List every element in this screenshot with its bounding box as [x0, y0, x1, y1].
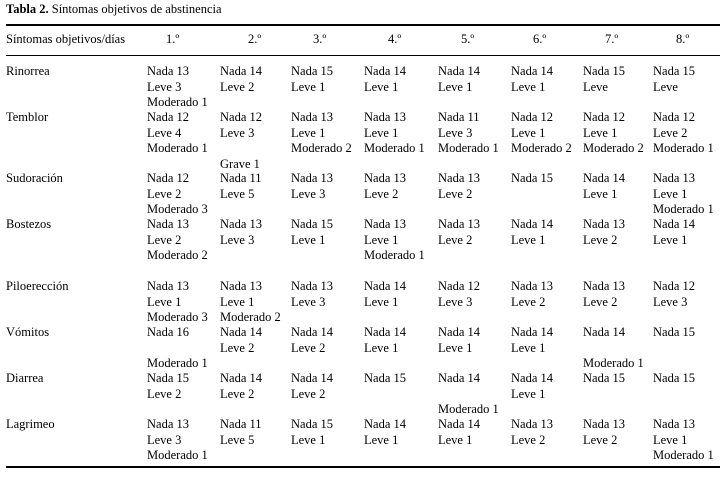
table-cell	[364, 371, 406, 387]
cell-line: Leve 1	[291, 125, 326, 140]
cell-line: Leve 3	[220, 232, 255, 247]
table-cell	[583, 217, 625, 248]
table-cell	[511, 417, 553, 448]
cell-line: Leve 1	[583, 125, 618, 140]
cell-line: Nada 14	[364, 417, 406, 431]
row-label: Diarrea	[6, 371, 44, 385]
cell-line: Leve 2	[364, 186, 399, 201]
table-cell	[220, 371, 262, 402]
cell-line: Nada 14	[653, 217, 695, 231]
cell-line: Nada 14	[220, 325, 262, 339]
cell-line: Leve 2	[583, 432, 618, 447]
cell-line: Nada 13	[511, 279, 553, 293]
row-label: Lagrimeo	[6, 417, 55, 431]
cell-line: Moderado 2	[511, 141, 572, 155]
cell-line: Moderado 1	[147, 141, 208, 155]
cell-line: Moderado 1	[653, 202, 714, 216]
cell-line: Nada 14	[511, 371, 553, 385]
cell-line: Leve 2	[583, 232, 618, 247]
cell-line: Nada 14	[511, 325, 553, 339]
cell-line	[583, 341, 644, 357]
cell-line: Moderado 1	[653, 141, 714, 155]
day-header-2: 2.º	[248, 32, 262, 46]
table-cell	[220, 217, 262, 248]
table-cell	[583, 371, 625, 387]
table-cell	[220, 279, 281, 326]
stub-header: Síntomas objetivos/días	[6, 32, 126, 46]
cell-line: Nada 14	[438, 371, 480, 385]
table-cell	[220, 325, 262, 356]
cell-line: Nada 13	[364, 171, 406, 185]
table-cell	[220, 417, 262, 448]
cell-line: Nada 12	[653, 279, 695, 293]
cell-line: Nada 15	[583, 371, 625, 385]
cell-line: Nada 13	[364, 110, 406, 124]
cell-line: Leve 1	[511, 232, 546, 247]
table-cell	[147, 279, 208, 326]
table-cell	[364, 171, 406, 202]
cell-line: Nada 12	[583, 110, 625, 124]
table-cell	[220, 110, 262, 172]
cell-line: Nada 14	[583, 171, 625, 185]
cell-line: Moderado 2	[220, 310, 281, 324]
cell-line: Nada 13	[364, 217, 406, 231]
cell-line: Nada 15	[511, 171, 553, 185]
table-cell	[291, 279, 333, 310]
cell-line: Leve 2	[291, 386, 326, 401]
cell-line: Leve 1	[511, 79, 546, 94]
cell-line: Nada 14	[438, 64, 480, 78]
table-cell	[583, 171, 625, 202]
table-cell	[364, 217, 425, 264]
cell-line: Nada 15	[653, 64, 695, 78]
row-label: Piloerección	[6, 279, 69, 293]
cell-line: Leve 3	[220, 125, 255, 140]
cell-line: Leve 3	[438, 294, 473, 309]
cell-line: Leve 1	[511, 340, 546, 355]
cell-line: Nada 14	[364, 64, 406, 78]
cell-line: Nada 14	[438, 417, 480, 431]
cell-line: Leve 2	[511, 294, 546, 309]
table-cell	[147, 217, 208, 264]
cell-line: Nada 13	[653, 171, 695, 185]
table-cell	[511, 371, 553, 402]
cell-line: Nada 13	[147, 279, 189, 293]
row-label: Rinorrea	[6, 64, 50, 78]
cell-line: Nada 14	[511, 217, 553, 231]
cell-line: Leve 1	[438, 340, 473, 355]
cell-line: Leve	[653, 79, 678, 94]
table-cell	[291, 217, 333, 248]
table-cell	[583, 325, 644, 372]
cell-line: Leve 2	[220, 79, 255, 94]
table-cell	[147, 171, 208, 218]
top-rule	[6, 24, 720, 26]
cell-line: Leve 1	[220, 294, 255, 309]
cell-line: Leve 3	[653, 294, 688, 309]
cell-line: Leve 1	[364, 294, 399, 309]
cell-line: Nada 13	[653, 417, 695, 431]
cell-line: Nada 15	[364, 371, 406, 385]
cell-line: Nada 13	[438, 171, 480, 185]
cell-line: Leve 1	[653, 186, 688, 201]
table-cell	[583, 64, 625, 95]
cell-line: Leve 5	[220, 186, 255, 201]
table-cell	[583, 110, 644, 157]
table-cell	[364, 417, 406, 448]
table-cell	[511, 325, 553, 356]
cell-line: Leve 2	[147, 386, 182, 401]
table-cell	[653, 279, 695, 310]
table-cell	[147, 64, 208, 111]
cell-line: Nada 13	[220, 217, 262, 231]
cell-line: Moderado 3	[147, 202, 208, 216]
cell-line: Nada 14	[364, 279, 406, 293]
cell-line: Leve	[583, 79, 608, 94]
cell-line: Leve 2	[583, 294, 618, 309]
cell-line: Nada 15	[147, 371, 189, 385]
cell-line: Nada 12	[653, 110, 695, 124]
cell-line: Nada 13	[147, 217, 189, 231]
cell-line: Leve 2	[291, 340, 326, 355]
cell-line: Moderado 1	[438, 402, 499, 416]
table-cell	[653, 64, 695, 95]
cell-line: Leve 3	[147, 432, 182, 447]
cell-line: Moderado 1	[147, 95, 208, 109]
cell-line: Leve 1	[511, 386, 546, 401]
cell-line: Moderado 2	[147, 248, 208, 262]
cell-line: Moderado 1	[147, 356, 208, 370]
table-cell	[438, 279, 480, 310]
day-header-1: 1.º	[166, 32, 180, 46]
cell-line: Nada 13	[583, 217, 625, 231]
table-cell	[364, 110, 425, 157]
cell-line	[438, 387, 499, 403]
day-header-8: 8.º	[676, 32, 690, 46]
cell-line: Leve 4	[147, 125, 182, 140]
cell-line: Leve 2	[653, 125, 688, 140]
cell-line: Leve 2	[220, 386, 255, 401]
cell-line: Nada 13	[291, 110, 333, 124]
table-cell	[511, 110, 572, 157]
table-caption-label: Tabla 2.	[6, 2, 49, 16]
day-header-4: 4.º	[388, 32, 402, 46]
cell-line: Moderado 3	[147, 310, 208, 324]
cell-line	[220, 141, 262, 157]
table-cell	[147, 371, 189, 402]
cell-line: Leve 2	[147, 186, 182, 201]
table-cell	[653, 110, 714, 157]
cell-line: Leve 1	[291, 432, 326, 447]
table-cell	[653, 217, 695, 248]
table-cell	[511, 171, 553, 187]
day-header-6: 6.º	[533, 32, 547, 46]
cell-line: Nada 14	[583, 325, 625, 339]
cell-line: Nada 12	[147, 110, 189, 124]
cell-line: Nada 13	[511, 417, 553, 431]
cell-line: Nada 14	[511, 64, 553, 78]
cell-line: Leve 1	[364, 79, 399, 94]
cell-line: Nada 13	[220, 279, 262, 293]
cell-line: Nada 12	[220, 110, 262, 124]
cell-line: Moderado 1	[653, 448, 714, 462]
cell-line: Leve 1	[653, 232, 688, 247]
row-label: Sudoración	[6, 171, 63, 185]
cell-line: Nada 13	[147, 417, 189, 431]
table-cell	[291, 64, 333, 95]
table-cell	[147, 110, 208, 157]
cell-line: Moderado 1	[364, 141, 425, 155]
cell-line: Leve 2	[438, 232, 473, 247]
cell-line: Nada 14	[364, 325, 406, 339]
table-cell	[364, 279, 406, 310]
cell-line: Leve 3	[291, 294, 326, 309]
cell-line: Leve 1	[653, 432, 688, 447]
cell-line: Nada 13	[583, 417, 625, 431]
table-cell	[583, 279, 625, 310]
table-cell	[511, 217, 553, 248]
bottom-rule	[6, 466, 720, 468]
table-cell	[220, 64, 262, 95]
cell-line: Nada 14	[291, 371, 333, 385]
cell-line: Nada 14	[438, 325, 480, 339]
cell-line: Nada 15	[291, 64, 333, 78]
table-cell	[438, 217, 480, 248]
cell-line: Nada 15	[653, 371, 695, 385]
table-cell	[653, 325, 695, 341]
cell-line: Nada 14	[220, 64, 262, 78]
cell-line: Moderado 1	[364, 248, 425, 262]
cell-line: Leve 1	[511, 125, 546, 140]
table-cell	[220, 171, 262, 202]
cell-line: Nada 15	[291, 217, 333, 231]
table-cell	[147, 417, 208, 464]
cell-line: Nada 13	[147, 64, 189, 78]
cell-line: Nada 15	[653, 325, 695, 339]
cell-line: Nada 15	[583, 64, 625, 78]
cell-line: Moderado 1	[147, 448, 208, 462]
cell-line: Nada 14	[291, 325, 333, 339]
cell-line: Nada 13	[583, 279, 625, 293]
cell-line: Leve 1	[291, 232, 326, 247]
cell-line: Nada 11	[438, 110, 480, 124]
day-header-7: 7.º	[605, 32, 619, 46]
table-cell	[653, 171, 714, 218]
cell-line: Leve 3	[291, 186, 326, 201]
table-cell	[438, 371, 499, 418]
table-cell	[438, 64, 480, 95]
cell-line: Nada 13	[291, 171, 333, 185]
cell-line: Nada 13	[291, 279, 333, 293]
cell-line: Leve 2	[147, 232, 182, 247]
cell-line: Moderado 1	[438, 141, 499, 155]
table-cell	[291, 110, 352, 157]
table-caption-text: Síntomas objetivos de abstinencia	[48, 2, 222, 16]
cell-line: Nada 12	[511, 110, 553, 124]
table-cell	[653, 417, 714, 464]
cell-line: Nada 16	[147, 325, 189, 339]
cell-line: Leve 1	[364, 432, 399, 447]
table-caption	[6, 2, 222, 18]
day-header-5: 5.º	[461, 32, 475, 46]
cell-line: Leve 1	[438, 432, 473, 447]
cell-line: Nada 15	[291, 417, 333, 431]
cell-line: Leve 1	[364, 125, 399, 140]
cell-line: Leve 1	[147, 294, 182, 309]
table-cell	[364, 325, 406, 356]
row-label: Bostezos	[6, 217, 52, 231]
cell-line: Nada 12	[438, 279, 480, 293]
cell-line: Grave 1	[220, 156, 260, 171]
table-cell	[291, 171, 333, 202]
table-cell	[438, 417, 480, 448]
header-rule	[6, 55, 720, 56]
row-label: Temblor	[6, 110, 49, 124]
cell-line: Moderado 1	[583, 356, 644, 370]
row-label: Vómitos	[6, 325, 50, 339]
cell-line: Leve 1	[364, 340, 399, 355]
cell-line: Leve 3	[147, 79, 182, 94]
table-cell	[511, 279, 553, 310]
table-cell	[583, 417, 625, 448]
table-cell	[364, 64, 406, 95]
cell-line	[147, 341, 208, 357]
cell-line: Leve 2	[511, 432, 546, 447]
cell-line: Nada 11	[220, 417, 262, 431]
table-cell	[511, 64, 553, 95]
cell-line: Moderado 2	[583, 141, 644, 155]
cell-line: Nada 13	[438, 217, 480, 231]
table-cell	[653, 371, 695, 387]
table-cell	[438, 325, 480, 356]
cell-line: Nada 11	[220, 171, 262, 185]
table-cell	[291, 417, 333, 448]
table-cell	[438, 171, 480, 202]
cell-line: Leve 1	[364, 232, 399, 247]
cell-line: Leve 3	[438, 125, 473, 140]
cell-line: Nada 12	[147, 171, 189, 185]
day-header-3: 3.º	[313, 32, 327, 46]
table-cell	[291, 325, 333, 356]
cell-line: Nada 14	[220, 371, 262, 385]
cell-line: Leve 1	[291, 79, 326, 94]
cell-line: Leve 2	[220, 340, 255, 355]
table-cell	[291, 371, 333, 402]
table-cell	[147, 325, 208, 372]
cell-line: Moderado 2	[291, 141, 352, 155]
cell-line: Leve 5	[220, 432, 255, 447]
cell-line: Leve 2	[438, 186, 473, 201]
table-cell	[438, 110, 499, 157]
cell-line: Leve 1	[438, 79, 473, 94]
cell-line: Leve 1	[583, 186, 618, 201]
